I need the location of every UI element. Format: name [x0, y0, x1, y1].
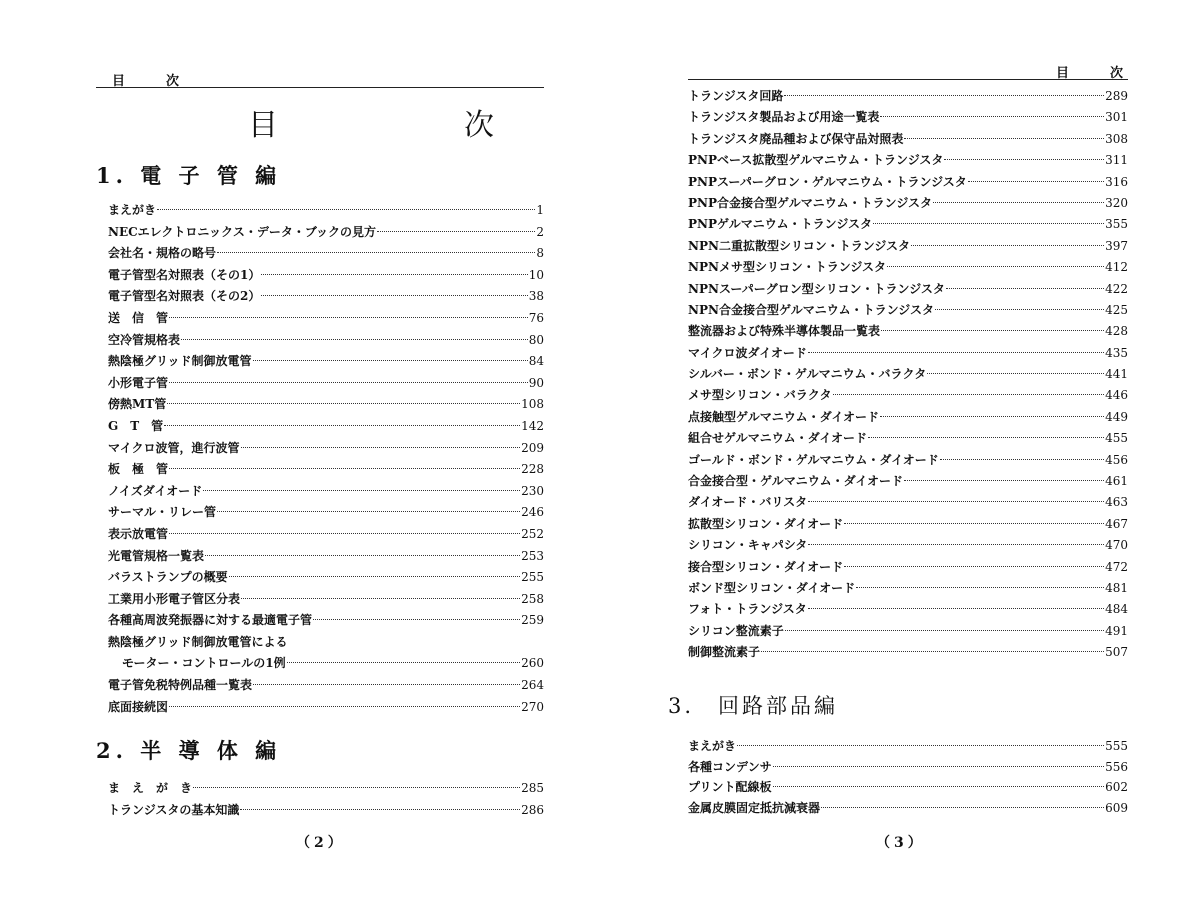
dot-leader: [880, 416, 1104, 417]
toc-entry-page: 264: [521, 678, 544, 693]
toc-entry-page: 467: [1105, 516, 1128, 531]
toc-entry: [688, 321, 1128, 342]
toc-entry: [688, 129, 1128, 150]
toc-entry-page: 425: [1105, 302, 1128, 317]
dot-leader: [808, 501, 1104, 502]
toc-entry-title: NPNメサ型シリコン・トランジスタ: [688, 260, 887, 275]
toc-entry-page: 285: [521, 781, 544, 795]
right-page: [600, 0, 1200, 899]
toc-entry-page: 84: [528, 354, 544, 369]
toc-entry: [688, 621, 1128, 642]
dot-leader: [844, 523, 1104, 524]
toc-entry-title: 空冷管規格表: [108, 332, 181, 347]
toc-entry: [108, 459, 544, 481]
toc-entry: [108, 610, 544, 632]
dot-leader: [773, 786, 1105, 787]
dot-leader: [927, 373, 1104, 374]
toc-entry: [108, 394, 544, 416]
dot-leader: [181, 339, 528, 340]
dot-leader: [217, 511, 520, 512]
toc-entry-page: 602: [1105, 780, 1128, 794]
toc-entry: [108, 675, 544, 697]
dot-leader: [737, 745, 1104, 746]
toc-entry-title: NPN二重拡散型シリコン・トランジスタ: [688, 238, 911, 253]
toc-entry-title: 合金接合型・ゲルマニウム・ダイオード: [688, 474, 904, 489]
toc-entry-title: NPNスーパーグロン型シリコン・トランジスタ: [688, 281, 945, 296]
toc-entry-page: 259: [521, 613, 544, 628]
toc-entry-title: 各種高周波発振器に対する最適電子管: [108, 613, 313, 628]
toc-entry-title: PNPベース拡散型ゲルマニウム・トランジスタ: [688, 153, 944, 168]
toc-entry: [688, 407, 1128, 428]
toc-entry-title: 点接触型ゲルマニウム・ダイオード: [688, 409, 880, 424]
toc-entry-title: 拡散型シリコン・ダイオード: [688, 516, 844, 531]
toc-entry-title: 表示放電管: [108, 526, 169, 541]
dot-leader: [169, 468, 520, 469]
toc-entry: [688, 514, 1128, 535]
toc-entry: [688, 385, 1128, 406]
toc-entry: [688, 798, 1128, 819]
toc-entry-title: モーター・コントロールの1例: [122, 656, 286, 671]
toc-entry-title: 電子管免税特例品種一覧表: [108, 678, 253, 693]
toc-entry: [108, 778, 544, 800]
toc-entry-title: PNPスーパーグロン・ゲルマニウム・トランジスタ: [688, 174, 967, 189]
dot-leader: [856, 587, 1104, 588]
toc-entry-page: 308: [1105, 131, 1128, 146]
dot-leader: [169, 317, 528, 318]
toc-entry-title: ボンド型シリコン・ダイオード: [688, 580, 856, 595]
toc-entry-title: NECエレクトロニックス・データ・ブックの見方: [108, 224, 376, 239]
dot-leader: [880, 116, 1104, 117]
toc-entry-page: 461: [1105, 474, 1128, 489]
toc-entry: [688, 557, 1128, 578]
toc-entry-title: まえがき: [108, 203, 157, 217]
toc-entry-title: 熱陰極グリッド制御放電管: [108, 354, 252, 369]
page-title: 目 次: [248, 108, 572, 143]
toc-entry-title: プリント配線板: [688, 780, 772, 794]
toc-list-circuit-parts: [688, 736, 1128, 818]
toc-entry: [108, 567, 544, 589]
dot-leader: [808, 544, 1104, 545]
dot-leader: [940, 459, 1104, 460]
toc-entry-page: 463: [1105, 495, 1128, 510]
section-heading-circuit-parts: 3. 回路部品編: [668, 694, 839, 718]
toc-entry: [688, 642, 1128, 663]
toc-entry-title: PNPゲルマニウム・トランジスタ: [688, 217, 872, 232]
dot-leader: [946, 288, 1104, 289]
dot-leader: [881, 330, 1104, 331]
dot-leader: [944, 159, 1104, 160]
toc-entry-title: マイクロ波管，進行波管: [108, 440, 240, 455]
toc-entry-title: バラストランプの概要: [108, 570, 228, 585]
toc-entry-page: 470: [1105, 538, 1128, 553]
toc-entry: [688, 172, 1128, 193]
toc-entry-page: 311: [1105, 153, 1128, 168]
running-head: 目 次: [112, 74, 194, 89]
toc-entry: [688, 86, 1128, 107]
toc-entry: [688, 193, 1128, 214]
toc-entry-page: 455: [1105, 431, 1128, 446]
dot-leader: [377, 231, 535, 232]
toc-entry-page: 252: [521, 526, 544, 541]
dot-leader: [157, 209, 535, 210]
toc-entry-page: 230: [521, 483, 544, 498]
toc-entry: [108, 243, 544, 265]
toc-entry-page: 142: [521, 418, 544, 433]
dot-leader: [833, 394, 1105, 395]
toc-entry: [108, 502, 544, 524]
dot-leader: [785, 630, 1104, 631]
toc-entry-title: マイクロ波ダイオード: [688, 345, 807, 360]
running-head: 目 次: [1056, 66, 1138, 81]
toc-entry-page: 397: [1105, 238, 1128, 253]
toc-entry-title: 送 信 管: [108, 310, 169, 325]
toc-entry: [688, 279, 1128, 300]
toc-entry-page: 472: [1105, 559, 1128, 574]
dot-leader: [887, 266, 1104, 267]
toc-entry: [108, 286, 544, 308]
toc-entry-title: 板 極 管: [108, 462, 169, 477]
toc-entry-title: フォト・トランジスタ: [688, 602, 807, 617]
dot-leader: [911, 245, 1104, 246]
toc-entry-page: 556: [1105, 759, 1128, 774]
toc-entry-page: 441: [1105, 367, 1128, 382]
toc-entry-page: 108: [521, 397, 544, 412]
toc-entry: [108, 653, 544, 675]
toc-entry-page: 316: [1105, 174, 1128, 189]
toc-entry: [688, 492, 1128, 513]
toc-entry-page: 435: [1105, 345, 1128, 360]
toc-entry: [108, 265, 544, 287]
dot-leader: [784, 95, 1104, 96]
dot-leader: [761, 651, 1104, 652]
toc-entry-page: 1: [536, 203, 544, 217]
toc-entry-title: 電子管型名対照表（その2）: [108, 289, 261, 304]
dot-leader: [808, 608, 1104, 609]
toc-entry-page: 555: [1105, 739, 1128, 753]
dot-leader: [821, 807, 1104, 808]
toc-entry-title: 会社名・規格の略号: [108, 246, 217, 261]
toc-entry: [688, 736, 1128, 757]
toc-entry: [108, 308, 544, 330]
toc-entry-page: 301: [1105, 110, 1128, 125]
toc-entry-title: 工業用小形電子管区分表: [108, 591, 241, 606]
toc-entry-title: トランジスタ製品および用途一覧表: [688, 110, 880, 125]
dot-leader: [773, 766, 1104, 767]
dot-leader: [253, 684, 520, 685]
dot-leader: [167, 403, 520, 404]
toc-entry-page: 8: [536, 246, 544, 261]
toc-entry-title: まえがき: [688, 739, 737, 753]
toc-entry: [108, 800, 544, 822]
dot-leader: [193, 787, 520, 788]
toc-entry-title: 底面接続図: [108, 699, 169, 714]
toc-list-semiconductors: [108, 778, 544, 821]
toc-list-electron-tubes: [108, 200, 544, 718]
dot-leader: [904, 138, 1104, 139]
toc-entry: [688, 364, 1128, 385]
dot-leader: [240, 809, 520, 810]
dot-leader: [904, 480, 1104, 481]
section-heading-semiconductors: 2. 半 導 体 編: [96, 738, 282, 763]
toc-entry-page: 260: [521, 656, 544, 671]
toc-entry: [688, 777, 1128, 798]
toc-entry-title: G T 管: [108, 418, 164, 433]
dot-leader: [868, 437, 1104, 438]
toc-entry: [688, 107, 1128, 128]
toc-entry-page: 10: [528, 267, 544, 282]
toc-entry-title: シリコン・キャパシタ: [688, 538, 808, 553]
toc-entry-page: 449: [1105, 409, 1128, 424]
header-rule: [96, 87, 544, 88]
dot-leader: [241, 447, 521, 448]
dot-leader: [217, 252, 535, 253]
toc-entry-title: PNP合金接合型ゲルマニウム・トランジスタ: [688, 195, 932, 210]
toc-entry-title: トランジスタ廃品種および保守品対照表: [688, 131, 904, 146]
toc-entry-page: 491: [1105, 623, 1128, 638]
toc-entry-title: トランジスタの基本知識: [108, 802, 240, 817]
toc-entry-title: 整流器および特殊半導体製品一覧表: [688, 324, 881, 339]
toc-entry-title: シルバー・ボンド・ゲルマニウム・バラクタ: [688, 367, 927, 382]
toc-entry: [108, 330, 544, 352]
toc-entry: [108, 416, 544, 438]
toc-entry-page: 481: [1105, 580, 1128, 595]
toc-entry-title: シリコン整流素子: [688, 623, 784, 638]
toc-entry-page: 209: [521, 440, 544, 455]
toc-entry: [688, 599, 1128, 620]
toc-entry-page: 228: [521, 462, 544, 477]
toc-entry: [688, 757, 1128, 778]
toc-entry-page: 320: [1105, 195, 1128, 210]
dot-leader: [808, 352, 1104, 353]
dot-leader: [169, 533, 520, 534]
dot-leader: [253, 360, 528, 361]
toc-entry: [688, 428, 1128, 449]
toc-entry-page: 446: [1105, 388, 1128, 403]
toc-entry: [688, 471, 1128, 492]
dot-leader: [935, 309, 1104, 310]
toc-entry-page: 422: [1105, 281, 1128, 296]
toc-entry-page: 355: [1105, 217, 1128, 232]
toc-entry: [108, 200, 544, 222]
toc-entry-title: ダイオード・バリスタ: [688, 495, 808, 510]
section-heading-electron-tubes: 1. 電 子 管 編: [96, 163, 282, 188]
toc-entry-title: 光電管規格一覧表: [108, 548, 205, 563]
toc-entry-title: ゴールド・ボンド・ゲルマニウム・ダイオード: [688, 452, 939, 467]
toc-entry: [108, 351, 544, 373]
dot-leader: [287, 662, 520, 663]
toc-entry-title: メサ型シリコン・バラクタ: [688, 388, 832, 403]
toc-entry: [108, 697, 544, 719]
toc-entry-page: 246: [521, 505, 544, 520]
toc-entry-page: 270: [521, 699, 544, 714]
toc-entry: [108, 481, 544, 503]
toc-entry-title: 組合せゲルマニウム・ダイオード: [688, 431, 868, 446]
toc-entry-title: 小形電子管: [108, 375, 169, 390]
toc-entry-title: 傍熱MT管: [108, 397, 167, 412]
toc-entry: [688, 236, 1128, 257]
dot-leader: [169, 706, 520, 707]
toc-entry-title: 接合型シリコン・ダイオード: [688, 559, 844, 574]
toc-entry: [688, 300, 1128, 321]
toc-entry-title: トランジスタ回路: [688, 89, 784, 103]
toc-entry-page: 80: [528, 332, 544, 347]
dot-leader: [844, 566, 1104, 567]
toc-entry-page: 2: [536, 224, 544, 239]
dot-leader: [203, 490, 520, 491]
toc-list-semiconductors-continued: [688, 86, 1128, 664]
toc-entry: [108, 373, 544, 395]
dot-leader: [968, 181, 1104, 182]
toc-entry-page: 255: [521, 570, 544, 585]
toc-entry-title: NPN合金接合型ゲルマニウム・トランジスタ: [688, 302, 934, 317]
toc-entry-title: サーマル・リレー管: [108, 505, 217, 520]
toc-entry-page: 258: [521, 591, 544, 606]
toc-entry: [688, 343, 1128, 364]
toc-entry-title: ま え が き: [108, 781, 193, 795]
dot-leader: [261, 295, 527, 296]
toc-entry-page: 38: [528, 289, 544, 304]
toc-entry-title: 熱陰極グリッド制御放電管による: [108, 634, 288, 649]
toc-entry-page: 609: [1105, 800, 1128, 815]
toc-entry: [688, 150, 1128, 171]
dot-leader: [229, 576, 520, 577]
toc-entry: [108, 546, 544, 568]
toc-entry-page: 76: [528, 310, 544, 325]
toc-entry-page: 428: [1105, 324, 1128, 339]
dot-leader: [933, 202, 1104, 203]
toc-entry-page: 286: [521, 802, 544, 817]
toc-entry: [108, 589, 544, 611]
toc-entry-title: 金属皮膜固定抵抗減衰器: [688, 800, 821, 815]
toc-entry-title: 電子管型名対照表（その1）: [108, 267, 261, 282]
toc-entry-page: 253: [521, 548, 544, 563]
toc-entry-page: 456: [1105, 452, 1128, 467]
toc-entry: [108, 632, 544, 654]
toc-entry-page: 412: [1105, 260, 1128, 275]
toc-entry: [108, 438, 544, 460]
toc-entry: [688, 578, 1128, 599]
toc-entry: [108, 222, 544, 244]
toc-entry-page: 507: [1105, 645, 1128, 660]
dot-leader: [313, 619, 520, 620]
dot-leader: [261, 274, 527, 275]
toc-entry-title: ノイズダイオード: [108, 483, 203, 498]
dot-leader: [205, 555, 520, 556]
toc-entry: [688, 257, 1128, 278]
toc-entry: [688, 214, 1128, 235]
page-number: （3）: [876, 835, 926, 851]
toc-entry-title: 各種コンデンサ: [688, 759, 772, 774]
toc-entry-title: 制御整流素子: [688, 645, 761, 660]
page-number: （2）: [296, 835, 346, 851]
dot-leader: [169, 382, 528, 383]
toc-entry: [688, 450, 1128, 471]
header-rule: [688, 79, 1128, 80]
toc-entry-page: 484: [1105, 602, 1128, 617]
toc-entry: [108, 524, 544, 546]
dot-leader: [164, 425, 520, 426]
toc-entry-page: 289: [1105, 89, 1128, 103]
toc-entry-page: 90: [528, 375, 544, 390]
toc-entry: [688, 535, 1128, 556]
dot-leader: [873, 223, 1104, 224]
dot-leader: [241, 598, 520, 599]
